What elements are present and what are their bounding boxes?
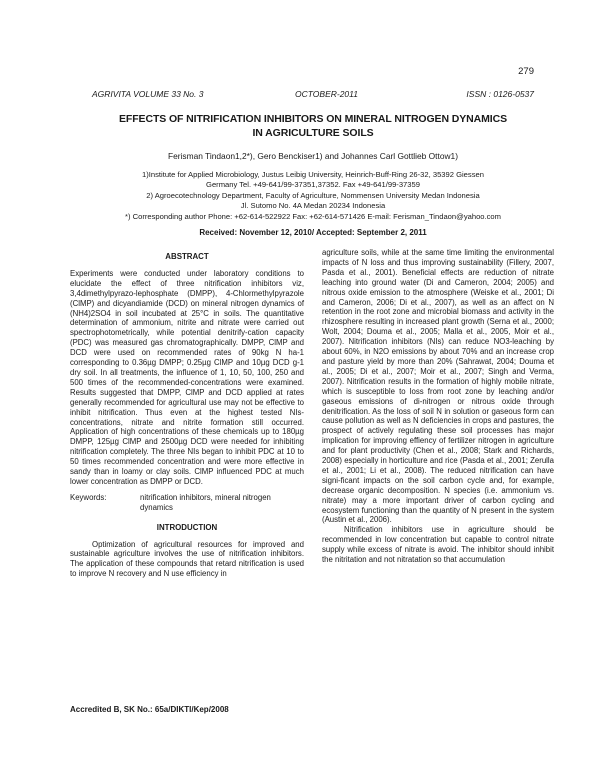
body-paragraph-1: agriculture soils, while at the same time limiting the environmental impacts of N loss and thus improving sustainability (Fillery, 2007, Pasda et al., 2001). Beneficial effects are reduction of nitrate leaching into ground water (Di and Cameron, 2004; 2005) and nitrous oxide emission to the atmosphere (Weiske et al., 2001; Di and Cameron, 2006; Di et al., 2007), as well as an affect on N retention in the root zone and microbial biomass and activity in the rhizosphere resulting in increased plant growth (Serna et al., 2000; Wolt, 2004; Douma et al., 2005; Malla et al., 2005, Moir et al., 2007). Nitrification inhibitors (NIs) can reduce NO3-leaching by about 60%, in N2O emissions by about 70% and an increase crop and pasture yield by more than 20% (Sahrawat, 2004; Douma et al., 2005; Di et al., 2007; Moir et al., 2007; Singh and Verma, 2007). Nitrification results in the formation of highly mobile nitrate, which is susceptible to loss from root zone by leaching and/or gaseous emissions of di-nitrogen or nitrous oxide through denitrification. As the loss of soil N in solution or gaseous form can cause pollution as well as N deficiencies in crops and pastures, the prospect of actively regulating these soil processes has major implication for improving effiency of fertilizer nitrogen in agriculture and for plant productivity (Chen et al., 2008; Stark and Richards, 2008) especially in horticulture and rice (Pasda et al., 2001; Zerulla et al., 2001; Li et al., 2008). The reduced nitrification can have signi-ficant impacts on the soil carbon cycle and, for example, decrease organic decomposition. N species (i.e. ammonium vs. nitrate) may a more important driver of carbon cycling and ecosystem functioning than the quantity of N present in the system (Austin et al., 2006). (322, 248, 554, 525)
corresponding-author: *) Corresponding author Phone: +62-614-522922 Fax: +62-614-571426 E-mail: Ferisman_Tindaon@yahoo.com (125, 211, 501, 221)
keywords (70, 493, 304, 513)
abstract-heading: ABSTRACT (165, 252, 209, 261)
received-dates: Received: November 12, 2010/ Accepted: September 2, 2011 (199, 228, 427, 237)
accreditation-footer: Accredited B, SK No.: 65a/DIKTI/Kep/2008 (70, 705, 229, 714)
paper-title (92, 112, 534, 140)
affiliations (92, 170, 534, 222)
title-line-2: IN AGRICULTURE SOILS (252, 127, 374, 139)
affiliation-line: Jl. Sutomo No. 4A Medan 20234 Indonesia (240, 201, 386, 211)
abstract-text: Experiments were conducted under laboratory conditions to elucidate the effect of three nitrification inhibitors viz, 3,4dimethylpyrazo-lephosphate (DMPP), 4-Chlormethylpyrazole (ClMP) and dicyandiamide (DCD) on mineral nitrogen dynamics of (NH4)2SO4 in soil incubated at 25°C in soils. The quantitative determination of ammonium, nitrite and nitrate were carried out spectrophotometrically, while potential denitrify-cation capacity (PDC) was measured gas chromatographically. DMPP, ClMP and DCD were used on recommended rates of 90kg N ha-1 corresponding to 0.36µg DMPP; 0.25µg ClMP and 10µg DCD g-1 dry soil. In all treatments, the influence of 1, 10, 50, 100, 250 and 500 times of the recommended-concentrations were examined. Results suggested that DMPP, ClMP and DCD applied at rates generally recommended for agricultural use may not be effective to inhibit nitrification. Thus even at the highest tested NIs-concentrations, nitrate and nitrite formation still occurred. Application of high concentrations of these chemicals up to 180µg DMPP, 125µg ClMP and 2500µg DCD were needed for inhibiting nitrification completely. The three NIs began to inhibit PDC at 10 to 50 times recommended concentration and were more effective in sandy than in loamy or clay soils. ClMP influenced PDC at much lower concentration as DMPP or DCD. (70, 268, 304, 486)
page-number: 279 (518, 66, 534, 77)
issue-date: OCTOBER-2011 (295, 89, 358, 99)
right-column (322, 248, 554, 565)
introduction-text: Optimization of agricultural resources for improved and sustainable agriculture involves the use of nitrification inhibitors. The application of these compounds that retard nitrification is used to improve N recovery and N use efficiency in (70, 539, 304, 579)
affiliation-line: 1)Institute for Applied Microbiology, Justus Leibig University, Heinrich-Buff-Ring 26-32, 35392 Giessen (142, 170, 484, 179)
left-column (70, 252, 304, 579)
body-paragraph-2: Nitrification inhibitors use in agriculture should be recommended in low concentration but capable to control nitrate supply while excess of nitrate is avoid. The inhibitor should inhibit the nitritation and not nitratation so that accumulation (322, 525, 554, 565)
keywords-text: nitrification inhibitors, mineral nitrogen dynamics (140, 492, 271, 512)
keywords-label: Keywords: (70, 492, 107, 502)
authors: Ferisman Tindaon1,2*), Gero Benckiser1) and Johannes Carl Gottlieb Ottow1) (167, 151, 458, 161)
title-line-1: EFFECTS OF NITRIFICATION INHIBITORS ON MINERAL NITROGEN DYNAMICS (119, 113, 507, 125)
introduction-heading: INTRODUCTION (156, 522, 218, 532)
journal-name: AGRIVITA VOLUME 33 No. 3 (92, 89, 204, 99)
affiliation-line: Germany Tel. +49-641/99-37351,37352. Fax +49-641/99-37359 (206, 180, 420, 190)
affiliation-line: 2) Agroecotechnology Department, Faculty of Agriculture, Nommensen University Medan Indonesia (146, 190, 480, 200)
issn: ISSN : 0126-0537 (466, 89, 534, 99)
